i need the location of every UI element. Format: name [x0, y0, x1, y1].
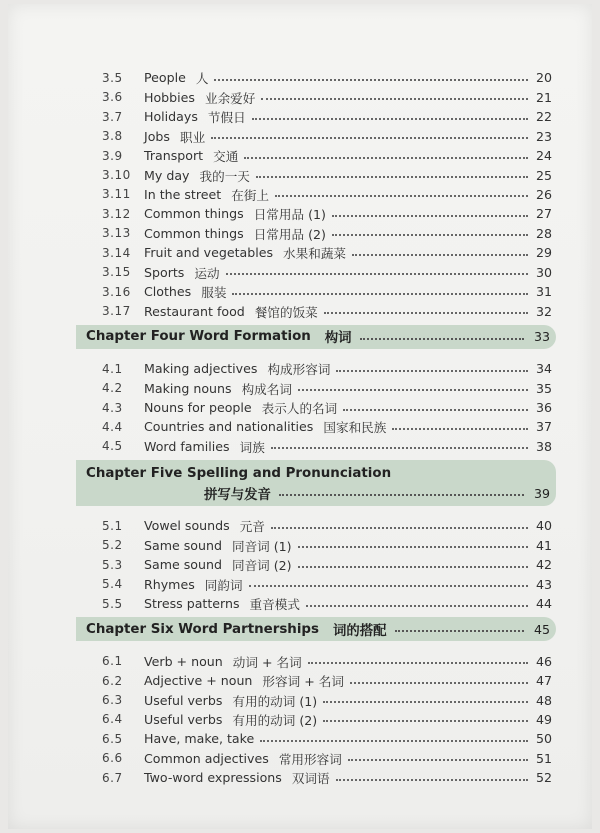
toc-entry[interactable] — [102, 710, 552, 730]
entry-title-en: Jobs — [144, 128, 170, 144]
dot-leader — [336, 769, 528, 781]
entry-title-zh: 日常用品 (2) — [253, 226, 326, 242]
entry-title-en: Two-word expressions — [144, 770, 282, 786]
chapter-heading-line — [86, 483, 556, 503]
entry-number: 3.7 — [102, 109, 123, 124]
toc-entry[interactable] — [102, 107, 552, 127]
chapter-heading[interactable] — [76, 460, 556, 506]
dot-leader — [298, 379, 528, 391]
entry-title-en: Transport — [144, 148, 204, 164]
toc-entry[interactable] — [102, 68, 552, 88]
entry-number: 4.4 — [102, 419, 123, 434]
entry-page-number: 23 — [535, 128, 552, 144]
chapter-title-en: Chapter Six Word Partnerships — [86, 621, 319, 637]
entry-number: 6.5 — [102, 731, 123, 746]
entry-page-number: 35 — [535, 380, 552, 396]
entry-title-en: Hobbies — [144, 89, 195, 105]
entry-title-en: Restaurant food — [144, 303, 245, 319]
entry-title-en: Nouns for people — [144, 400, 252, 415]
entry-number: 4.2 — [102, 381, 123, 396]
entry-page-number: 32 — [535, 303, 552, 319]
entry-title-en: Verb + noun — [144, 653, 223, 669]
dot-leader — [392, 418, 528, 430]
entry-title-zh: 我的一天 — [199, 168, 250, 184]
toc-entry[interactable] — [102, 398, 552, 418]
entry-title-zh: 人 — [195, 71, 209, 87]
entry-number: 4.3 — [102, 400, 123, 415]
entry-title-zh: 构成名词 — [241, 381, 292, 397]
toc-entry[interactable] — [102, 204, 552, 224]
dot-leader — [350, 672, 528, 684]
dot-leader — [298, 536, 528, 548]
entry-title-en: Common things — [144, 206, 244, 222]
entry-title-zh: 交通 — [213, 149, 239, 165]
entry-title-zh: 同韵词 — [204, 577, 243, 593]
entry-number: 6.2 — [102, 673, 123, 688]
toc-entry[interactable] — [102, 87, 552, 107]
entry-number: 5.3 — [102, 557, 123, 572]
entry-title-zh: 常用形容词 — [278, 751, 342, 767]
entry-title-en: Word families — [144, 438, 230, 454]
entry-number: 5.1 — [102, 518, 123, 533]
entry-page-number: 40 — [535, 518, 552, 534]
dot-leader — [298, 556, 528, 568]
entry-title-en: People — [144, 70, 186, 86]
entry-number: 3.5 — [102, 70, 123, 85]
dot-leader — [261, 88, 528, 100]
entry-number: 6.3 — [102, 693, 123, 707]
toc-entry[interactable] — [102, 185, 552, 205]
dot-leader — [323, 691, 528, 703]
toc-entry[interactable] — [102, 690, 552, 710]
entry-number: 3.16 — [102, 284, 131, 299]
chapter-title-zh: 拼写与发音 — [204, 487, 271, 503]
toc-entry[interactable] — [102, 224, 552, 244]
dot-leader — [271, 517, 528, 529]
dot-leader — [279, 484, 524, 496]
entry-title-en: Common adjectives — [144, 750, 269, 766]
entry-page-number: 30 — [535, 264, 552, 280]
entry-page-number: 38 — [535, 438, 552, 454]
entry-title-zh: 构成形容词 — [267, 362, 331, 378]
dot-leader — [271, 437, 528, 449]
entry-page-number: 27 — [535, 206, 552, 222]
entry-title-zh: 日常用品 (1) — [253, 207, 326, 223]
entry-title-en: Have, make, take — [144, 731, 255, 747]
toc-entry[interactable] — [102, 263, 552, 283]
chapter-title-zh: 构词 — [324, 331, 352, 347]
entry-page-number: 49 — [535, 711, 552, 727]
toc-entry[interactable] — [102, 165, 552, 185]
entry-title-en: Vowel sounds — [144, 518, 230, 534]
entry-title-zh: 水果和蔬菜 — [283, 246, 346, 262]
toc-entry[interactable] — [102, 574, 552, 594]
entry-number: 3.10 — [102, 168, 131, 182]
book-page — [8, 4, 592, 829]
entry-number: 6.4 — [102, 712, 123, 727]
entry-number: 3.14 — [102, 245, 131, 260]
entry-title-en: My day — [144, 167, 190, 183]
entry-title-zh: 形容词 + 名词 — [262, 674, 344, 690]
dot-leader — [275, 185, 528, 197]
entry-number: 3.12 — [102, 206, 131, 221]
entry-page-number: 50 — [535, 731, 552, 747]
entry-page-number: 52 — [535, 770, 552, 786]
toc-entry[interactable] — [102, 282, 552, 302]
entry-page-number: 48 — [535, 692, 552, 708]
entry-page-number: 51 — [535, 750, 552, 766]
toc-entry[interactable] — [102, 417, 552, 437]
dot-leader — [249, 575, 528, 587]
entry-title-en: Adjective + noun — [144, 673, 253, 689]
entry-title-zh: 有用的动词 (2) — [232, 712, 318, 728]
toc-entry[interactable] — [102, 749, 552, 769]
entry-page-number: 26 — [535, 186, 552, 202]
toc-entry[interactable] — [102, 243, 552, 263]
toc-entry[interactable] — [102, 301, 552, 321]
dot-leader — [252, 108, 528, 120]
entry-title-zh: 运动 — [194, 265, 220, 281]
entry-page-number: 24 — [535, 148, 552, 164]
toc-entry[interactable] — [102, 516, 552, 536]
entry-title-en: Useful verbs — [144, 711, 223, 727]
entry-title-en: Same sound — [144, 557, 222, 573]
entry-title-zh: 职业 — [179, 129, 206, 145]
entry-title-zh: 同音词 (1) — [231, 538, 292, 554]
entry-page-number: 43 — [535, 576, 552, 592]
entry-page-number: 36 — [535, 400, 552, 415]
dot-leader — [256, 166, 528, 178]
entry-page-number: 20 — [535, 70, 552, 86]
toc-entry[interactable] — [102, 146, 552, 166]
entry-title-zh: 在街上 — [231, 187, 269, 203]
toc-entry[interactable] — [102, 729, 552, 749]
entry-title-zh: 服装 — [201, 285, 227, 301]
entry-number: 3.9 — [102, 148, 123, 163]
entry-number: 6.1 — [102, 654, 123, 669]
entry-page-number: 21 — [535, 89, 552, 105]
dot-leader — [343, 399, 528, 411]
entry-title-zh: 业余爱好 — [204, 90, 256, 106]
dot-leader — [226, 263, 528, 275]
entry-number: 5.5 — [102, 596, 123, 611]
toc-entry[interactable] — [102, 536, 552, 556]
entry-page-number: 34 — [535, 361, 552, 377]
entry-page-number: 37 — [535, 419, 552, 435]
entry-title-zh: 重音模式 — [249, 597, 300, 613]
chapter-title-en: Chapter Four Word Formation — [86, 329, 311, 345]
entry-page-number: 47 — [535, 673, 552, 689]
entry-title-en: Fruit and vegetables — [144, 245, 274, 261]
entry-title-zh: 表示人的名词 — [261, 401, 338, 416]
entry-title-zh: 词族 — [239, 439, 265, 455]
entry-title-en: Sports — [144, 264, 185, 280]
entry-title-en: Countries and nationalities — [144, 419, 314, 435]
entry-title-en: Common things — [144, 225, 244, 241]
chapter-title-zh: 词的搭配 — [332, 623, 387, 639]
entry-title-en: Making adjectives — [144, 361, 258, 377]
toc-entry[interactable] — [102, 594, 552, 614]
chapter-page-number: 33 — [533, 329, 550, 345]
entry-title-zh: 元音 — [239, 519, 265, 535]
toc-entry[interactable] — [102, 359, 552, 379]
entry-number: 5.4 — [102, 577, 123, 592]
chapter-heading-line — [86, 463, 556, 483]
dot-leader — [211, 127, 528, 139]
entry-number: 3.6 — [102, 90, 123, 105]
entry-title-zh: 同音词 (2) — [231, 558, 292, 574]
entry-title-zh: 双词语 — [291, 771, 330, 787]
dot-leader — [244, 147, 528, 159]
entry-number: 3.17 — [102, 304, 131, 319]
dot-leader — [232, 283, 528, 295]
entry-page-number: 25 — [535, 167, 552, 183]
entry-number: 5.2 — [102, 538, 123, 553]
entry-title-zh: 节假日 — [207, 110, 246, 126]
entry-title-en: Clothes — [144, 284, 192, 300]
chapter-page-number: 39 — [533, 485, 550, 501]
entry-title-en: Stress patterns — [144, 596, 240, 612]
dot-leader — [336, 360, 528, 372]
entry-number: 3.13 — [102, 226, 131, 241]
entry-number: 3.11 — [102, 187, 131, 202]
dot-leader — [306, 595, 528, 607]
chapter-heading[interactable] — [76, 617, 556, 641]
entry-page-number: 41 — [535, 537, 552, 553]
entry-number: 3.8 — [102, 129, 123, 144]
dot-leader — [260, 730, 528, 742]
entry-page-number: 29 — [535, 245, 552, 261]
entry-title-en: In the street — [144, 186, 222, 202]
chapter-page-number: 45 — [533, 621, 550, 637]
table-of-contents — [8, 4, 592, 829]
dot-leader — [360, 328, 524, 340]
entry-number: 4.1 — [102, 361, 123, 376]
dot-leader — [323, 710, 528, 722]
entry-title-en: Same sound — [144, 537, 222, 553]
entry-title-en: Rhymes — [144, 576, 195, 592]
chapter-title-en: Chapter Five Spelling and Pronunciation — [86, 465, 392, 481]
entry-page-number: 28 — [535, 225, 552, 241]
dot-leader — [332, 205, 528, 217]
toc-entry[interactable] — [102, 555, 552, 575]
toc-entry[interactable] — [102, 651, 552, 671]
entry-title-zh: 有用的动词 (1) — [232, 693, 318, 709]
toc-entry[interactable] — [102, 671, 552, 691]
dot-leader — [395, 620, 524, 632]
entry-number: 6.6 — [102, 751, 123, 766]
entry-page-number: 44 — [535, 596, 552, 612]
toc-entry[interactable] — [102, 378, 552, 398]
entry-title-zh: 动词 + 名词 — [232, 654, 302, 670]
toc-entry[interactable] — [102, 126, 552, 146]
entry-page-number: 31 — [535, 284, 552, 300]
entry-title-en: Making nouns — [144, 380, 232, 396]
entry-page-number: 22 — [535, 109, 552, 125]
dot-leader — [308, 652, 528, 664]
entry-page-number: 42 — [535, 557, 552, 573]
chapter-heading[interactable] — [76, 325, 556, 349]
entry-title-en: Holidays — [144, 109, 198, 125]
entry-number: 4.5 — [102, 439, 123, 454]
entry-number: 6.7 — [102, 770, 123, 785]
dot-leader — [348, 749, 528, 761]
dot-leader — [324, 302, 528, 314]
toc-entry[interactable] — [102, 437, 552, 457]
dot-leader — [352, 244, 528, 256]
entry-title-zh: 国家和民族 — [323, 420, 387, 436]
entry-page-number: 46 — [535, 653, 552, 669]
entry-title-en: Useful verbs — [144, 692, 223, 708]
entry-number: 3.15 — [102, 265, 131, 280]
entry-title-zh: 餐馆的饭菜 — [254, 304, 318, 320]
dot-leader — [332, 224, 528, 236]
dot-leader — [214, 69, 528, 81]
toc-entry[interactable] — [102, 768, 552, 788]
